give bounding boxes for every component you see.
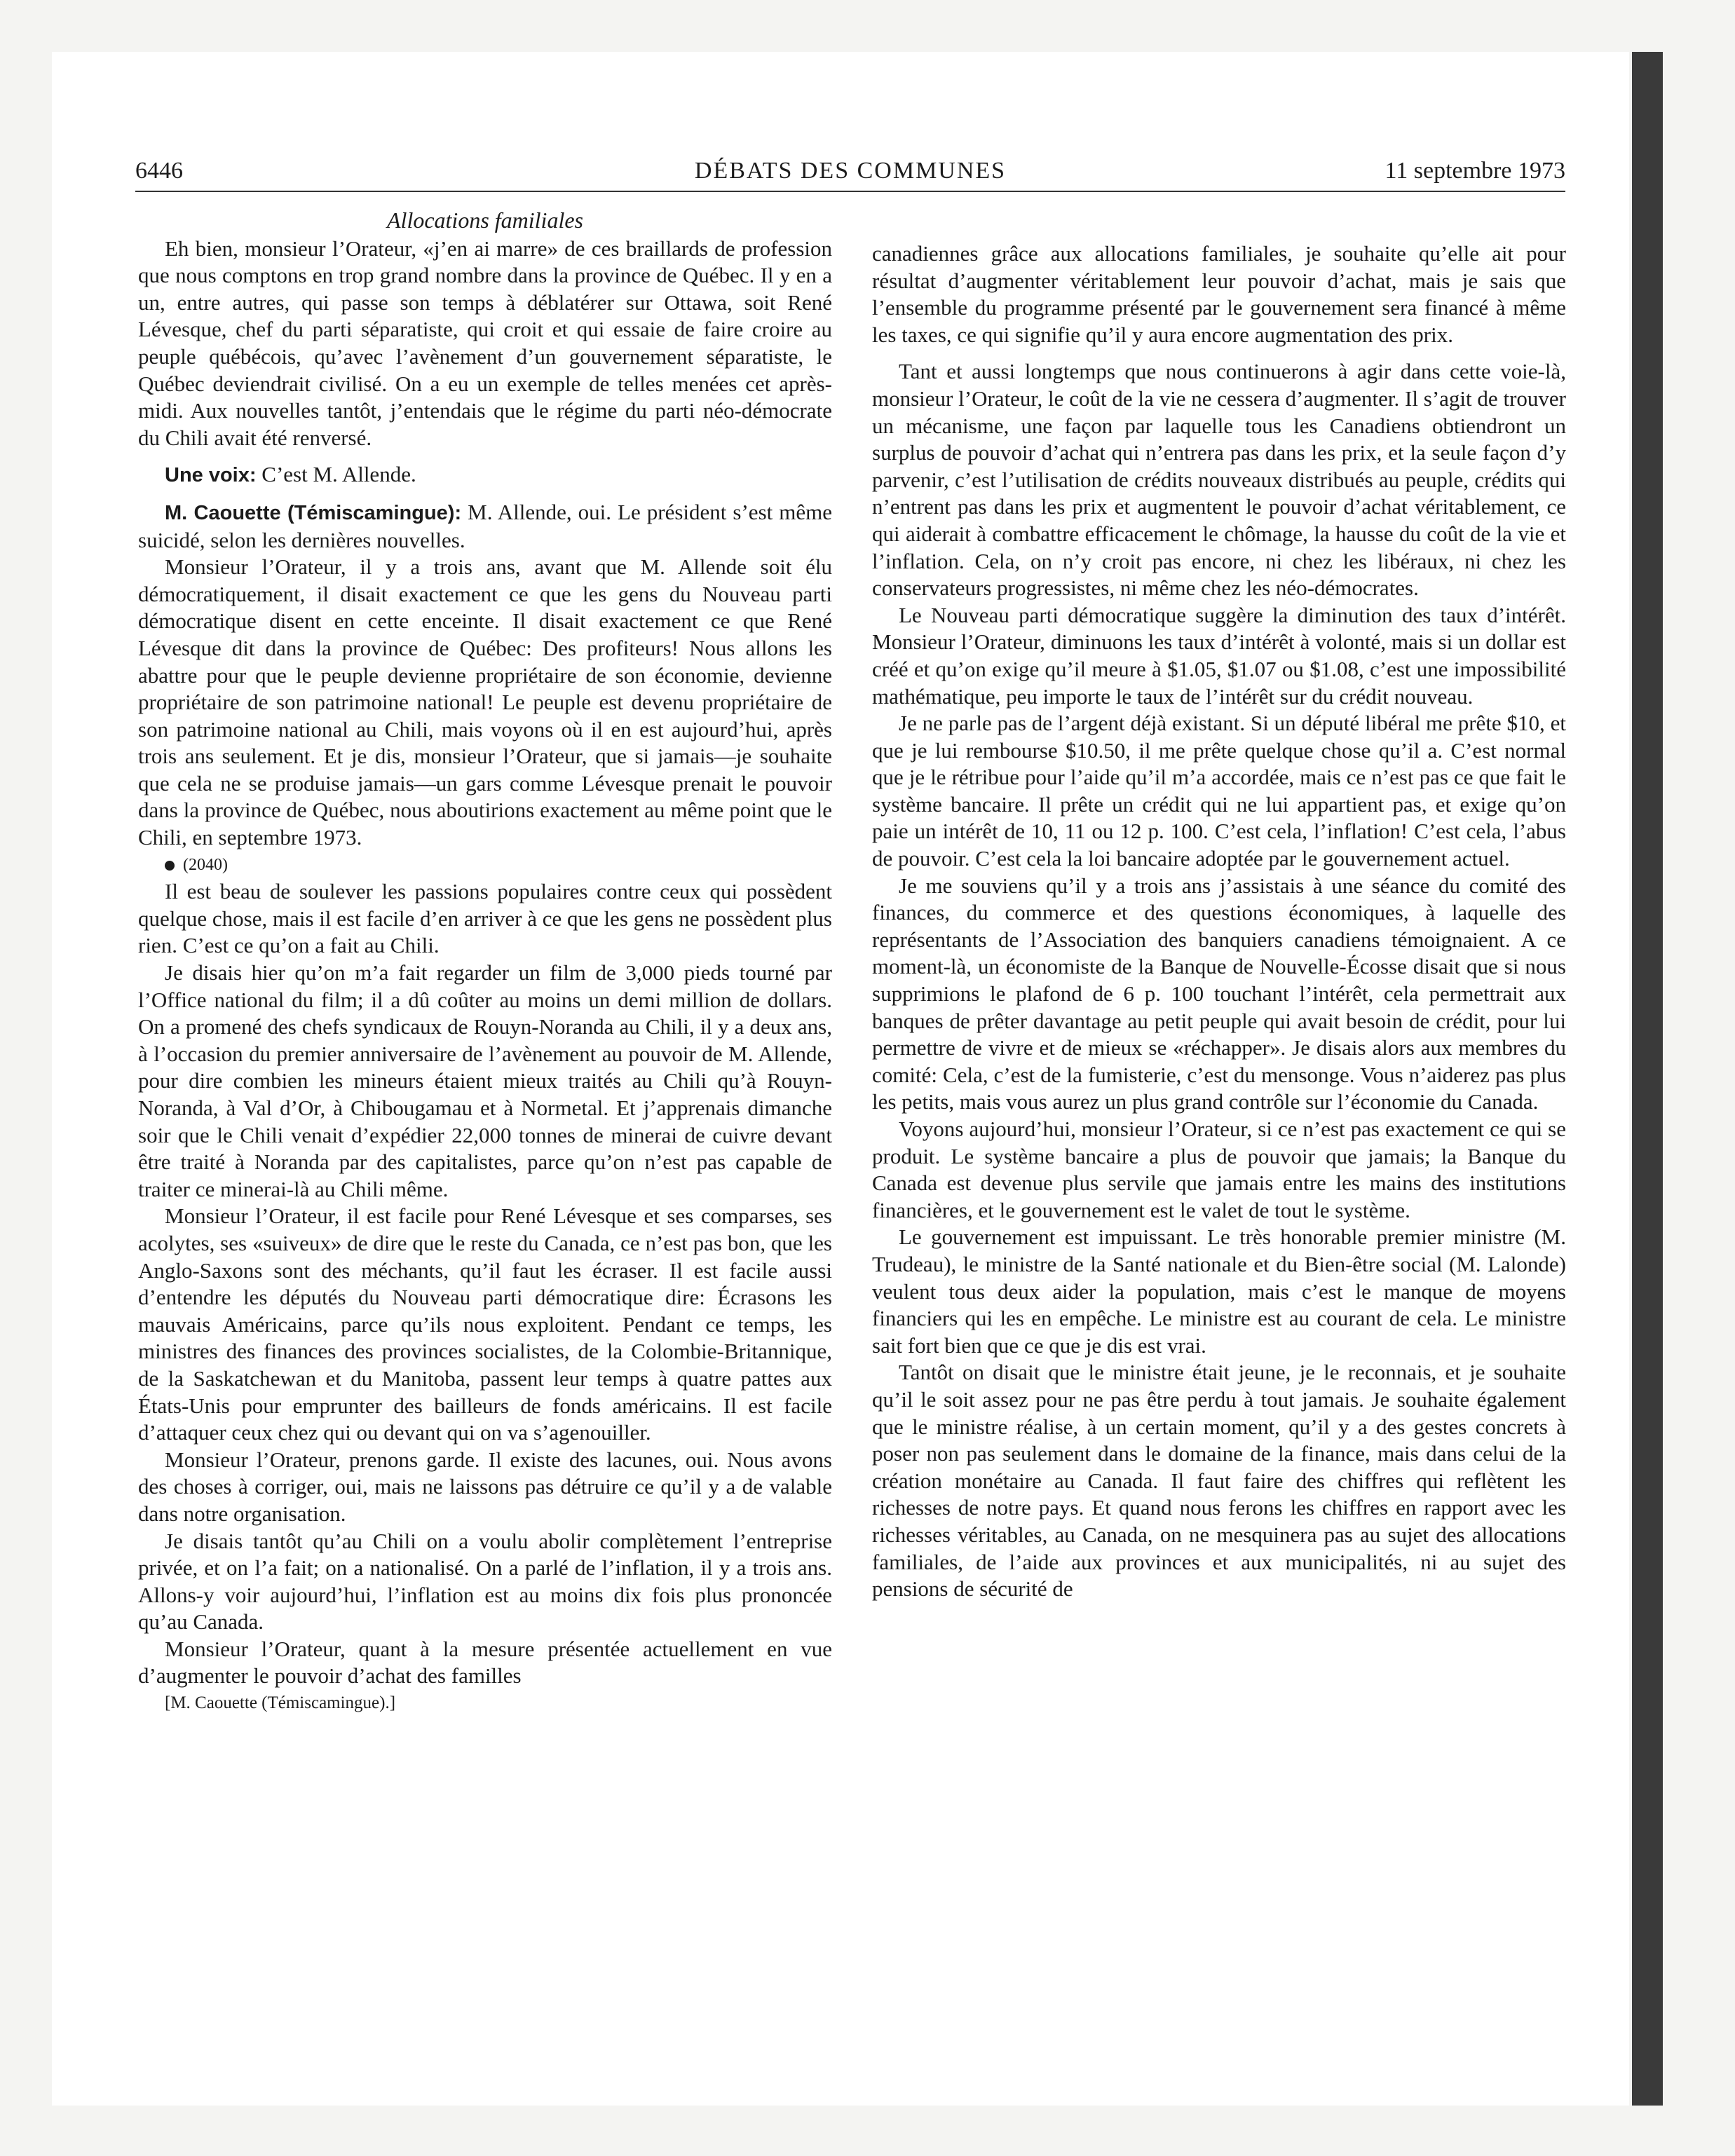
paragraph: Le Nouveau parti démocratique suggère la diminution des taux d’intérêt. Monsieur l’Orateur, diminuons les taux d’intérêt à volonté, mais si un dollar est créé et qu’on exige qu’il meure à $1.05, $1.07 ou $1.08, c’est une impossibilité mathématique, peu importe le taux de l’intérêt sur du crédit nouveau. <box>872 602 1566 709</box>
speech-text: M. Allende, oui. Le président s’est même suicidé, selon les dernières nouvelles. <box>138 499 833 552</box>
time-marker <box>138 852 832 879</box>
left-column <box>138 207 832 1717</box>
paragraph: Je me souviens qu’il y a trois ans j’assistais à une séance du comité des finances, du commerce et des questions économiques, à laquelle des représentants de l’Association des banquiers canadiens témoignaient. A ce moment-là, un économiste de la Banque de Nouvelle-Écosse disait que si nous supprimions le plafond de 6 p. 100 touchant l’intérêt, cela permettrait aux banques de prêter davantage au petit peuple qui avait besoin de crédit, pour lui permettre de vivre et de mieux se «réchapper». Je disais alors aux membres du comité: Cela, c’est de la fumisterie, c’est du mensonge. Vous n’aiderez pas plus les petits, mais vous aurez un plus grand contrôle sur l’économie du Canada. <box>872 873 1566 1114</box>
paragraph: Le gouvernement est impuissant. Le très honorable premier ministre (M. Trudeau), le ministre de la Santé nationale et du Bien-être social (M. Lalonde) veulent tous deux aider la population, mais c’est le manque de moyens financiers qui les en empêche. Le ministre est au courant de cela. Le ministre sait fort bien que ce que je dis est vrai. <box>872 1224 1566 1358</box>
paragraph: Monsieur l’Orateur, quant à la mesure présentée actuellement en vue d’augmenter le pouvoir d’achat des familles <box>138 1636 832 1688</box>
bullet-icon <box>165 861 175 871</box>
time-marker-text: (2040) <box>183 855 228 874</box>
paragraph: Monsieur l’Orateur, prenons garde. Il existe des lacunes, oui. Nous avons des choses à corriger, oui, mais ne laissons pas détruire ce qu’il y a de valable dans notre organisation. <box>138 1447 832 1526</box>
paragraph: Je ne parle pas de l’argent déjà existant. Si un député libéral me prête $10, et que je lui rembourse $10.50, il me prête quelque chose qu’il a. C’est normal que je le rétribue pour l’aide qu’il m’a accordée, mais ce n’est pas ce que fait le système bancaire. Il prête un crédit qui ne lui appartient pas, et exige qu’on paie un intérêt de 10, 11 ou 12 p. 100. C’est cela, l’inflation! C’est cela, l’abus de pouvoir. C’est cela la loi bancaire adoptée par le gouvernement actuel. <box>872 711 1566 871</box>
section-heading: Allocations familiales <box>387 207 583 233</box>
paragraph: Je disais hier qu’on m’a fait regarder un film de 3,000 pieds tourné par l’Office national du film; il a dû coûter au moins un demi million de dollars. On a promené des chefs syndicaux de Rouyn-Noranda au Chili, il y a deux ans, à l’occasion du premier anniversaire de l’avènement au pouvoir de M. Allende, pour dire combien les mineurs étaient mieux traités au Chili qu’à Rouyn-Noranda, à Val d’Or, à Chibougamau et à Normetal. Et j’apprenais dimanche soir que le Chili venait d’expédier 22,000 tonnes de minerai de cuivre devant être traité à Noranda par des capitalistes, parce qu’on n’est pas capable de traiter ce minerai-là au Chili même. <box>138 960 832 1201</box>
speaker-label: M. Caouette (Témiscamingue): <box>165 501 462 524</box>
right-column <box>872 240 1566 1603</box>
paragraph: Voyons aujourd’hui, monsieur l’Orateur, si ce n’est pas exactement ce qui se produit. Le système bancaire a plus de pouvoir que jamais; la Banque du Canada est devenue plus servile que jamais entre les mains des institutions financières, et le gouvernement est le valet de tout le système. <box>872 1117 1566 1222</box>
journal-title: DÉBATS DES COMMUNES <box>694 158 1007 184</box>
speaker-footnote: [M. Caouette (Témiscamingue).] <box>165 1693 396 1713</box>
running-header <box>135 156 1565 192</box>
paragraph: Il est beau de soulever les passions populaires contre ceux qui possèdent quelque chose, mais il est facile d’en arriver à ce que les gens ne possèdent plus rien. C’est ce qu’on a fait au Chili. <box>138 879 832 958</box>
scan-edge-bar <box>1632 52 1663 2106</box>
paragraph: Je disais tantôt qu’au Chili on a voulu abolir complètement l’entreprise privée, et on l’a fait; on a nationalisé. On a parlé de l’inflation, il y a trois ans. Allons-y voir aujourd’hui, l’inflation est au moins dix fois plus prononcée qu’au Canada. <box>138 1528 832 1635</box>
page-number: 6446 <box>135 158 183 184</box>
paragraph: Monsieur l’Orateur, il est facile pour René Lévesque et ses comparses, ses acolytes, ses «suiveux» de dire que le reste du Canada, ce n’est pas bon, que les Anglo-Saxons sont des méchants, qu’il faut les écraser. Il est facile aussi d’entendre les députés du Nouveau parti démocratique dire: Écrasons les mauvais Américains, parce qu’ils nous exploitent. Pendant ce temps, les ministres des finances des provinces socialistes, de la Colombie-Britannique, de la Saskatchewan et du Manitoba, passent leur temps à quatre pattes aux États-Unis pour emprunter des bailleurs de fonds américains. Il est facile d’attaquer ceux chez qui ou devant qui on va s’agenouiller. <box>138 1203 832 1445</box>
speaker-label: Une voix: <box>165 464 257 487</box>
paragraph: canadiennes grâce aux allocations familiales, je souhaite qu’elle ait pour résultat d’augmenter véritablement leur pouvoir d’achat, mais je sais que l’ensemble du programme présenté par le gouvernement sera financé à même les taxes, ce qui signifie qu’il y aura encore augmentation des prix. <box>872 241 1566 347</box>
paragraph: Tantôt on disait que le ministre était jeune, je le reconnais, et je souhaite qu’il le soit assez pour ne pas être perdu à tout jamais. Je souhaite également que le ministre réalise, à un certain moment, qu’il y a des gestes concrets à poser non pas seulement dans le domaine de la finance, mais dans celui de la création monétaire au Canada. Il faut faire des chiffres qui reflètent les richesses de notre pays. Et quand nous ferons les chiffres en rapport avec les richesses véritables, au Canada, on ne mesquinera pas au sujet des allocations familiales, de l’aide aux provinces et aux municipalités, ni au sujet des pensions de sécurité de <box>872 1360 1566 1602</box>
speech-paragraph <box>138 499 832 554</box>
paragraph: Tant et aussi longtemps que nous continuerons à agir dans cette voie-là, monsieur l’Orateur, le coût de la vie ne cessera d’augmenter. Il s’agit de trouver un mécanisme, une façon par laquelle tous les Canadiens obtiendront un surplus de pouvoir d’achat qui n’entrera pas dans les prix, et la seule façon d’y parvenir, c’est l’utilisation de crédits nouveaux distribués au peuple, crédits qui n’entrent pas dans les prix et augmentent le pouvoir d’achat véritablement, ce qui aiderait à combattre efficacement le chômage, la hausse du coût de la vie et l’inflation. Cela, on n’y croit pas encore, ni chez les libéraux, ni chez les conservateurs progressistes, ni même chez les néo-démocrates. <box>872 359 1566 601</box>
paragraph: Eh bien, monsieur l’Orateur, «j’en ai marre» de ces braillards de profession que nous comptons en trop grand nombre dans la province de Québec. Il y en a un, entre autres, qui passe son temps à déblatérer sur Ottawa, soit René Lévesque, chef du parti séparatiste, qui croit et qui essaie de faire croire au peuple québécois, qu’avec l’avènement d’un gouvernement séparatiste, le Québec deviendrait civilisé. On a eu un exemple de telles menées cet après-midi. Aux nouvelles tantôt, j’entendais que le régime du parti néo-démocrate du Chili avait été renversé. <box>138 236 832 450</box>
speech-paragraph <box>138 461 832 489</box>
paragraph: Monsieur l’Orateur, il y a trois ans, avant que M. Allende soit élu démocratiquement, il disait exactement ce que les gens du Nouveau parti démocratique disent en cette enceinte. Il disait exactement ce que René Lévesque dit dans la province de Québec: Des profiteurs! Nous allons les abattre pour que le peuple devienne propriétaire de son économie, devienne propriétaire de son patrimoine national! Le peuple est devenu propriétaire de son patrimoine national au Chili, mais voyons où il en est aujourd’hui, après trois ans seulement. Et je dis, monsieur l’Orateur, que si jamais—je souhaite que cela ne se produise jamais—un gars comme Lévesque prenait le pouvoir dans la province de Québec, nous aboutirions exactement au même point que le Chili, en septembre 1973. <box>138 554 832 850</box>
speech-text: C’est M. Allende. <box>261 462 416 487</box>
issue-date: 11 septembre 1973 <box>1384 158 1565 184</box>
